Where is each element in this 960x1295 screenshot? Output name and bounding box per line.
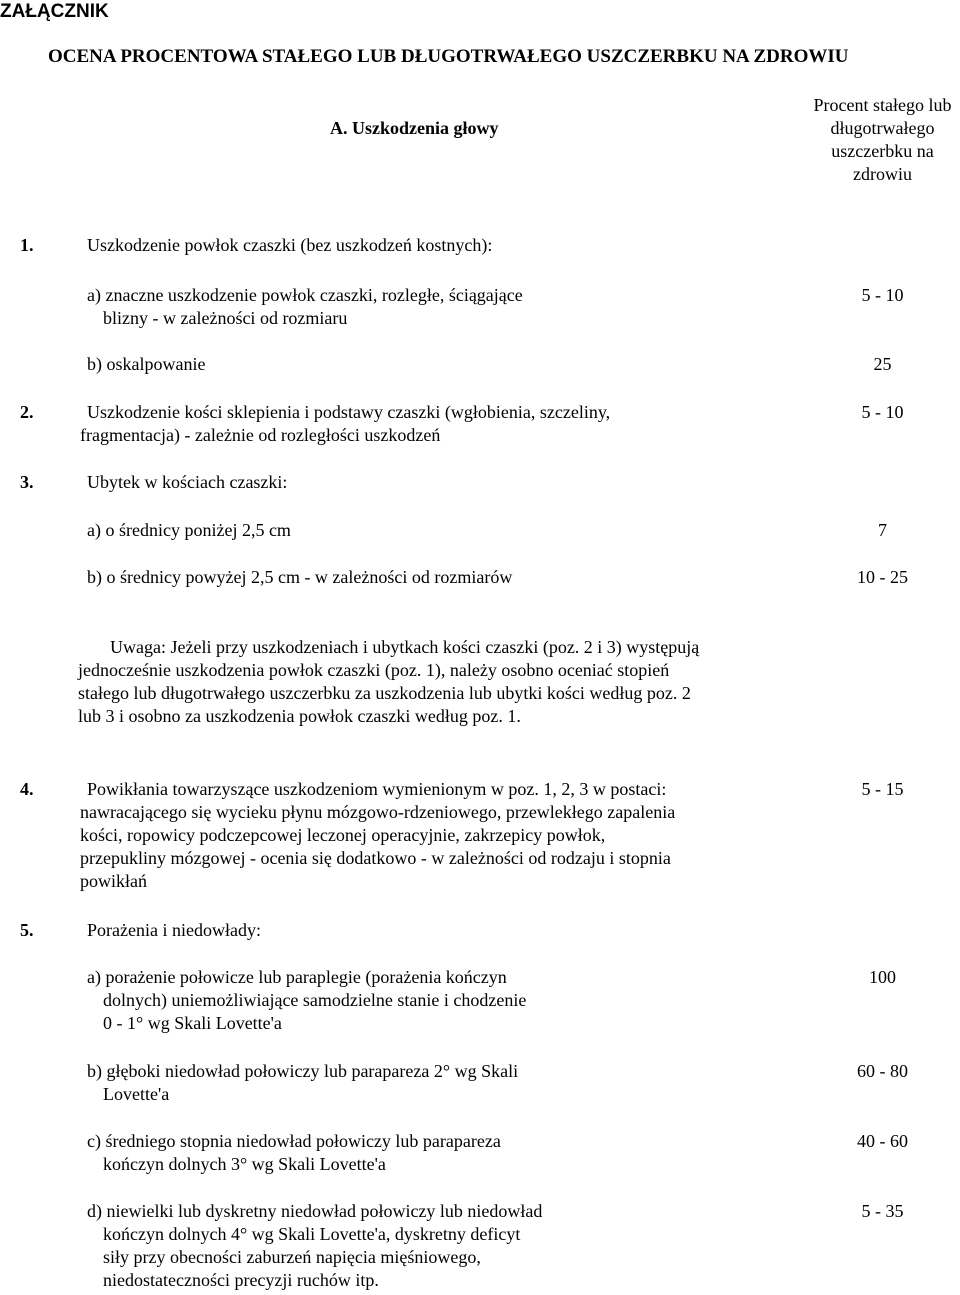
note	[78, 636, 699, 728]
percent-value: 60 - 80	[857, 1061, 908, 1081]
item-number: 5.	[20, 920, 34, 940]
subitem-line: dolnych) uniemożliwiające samodzielne stanie i chodzenie	[103, 990, 527, 1010]
subitem-text	[87, 966, 526, 1035]
column-header-line: długotrwałego	[830, 118, 935, 138]
section-title: A. Uszkodzenia głowy	[330, 118, 499, 138]
column-header-line: Procent stałego lub	[813, 95, 952, 115]
item-number: 3.	[20, 472, 34, 492]
item-number: 2.	[20, 402, 34, 422]
item-line: powikłań	[80, 871, 147, 891]
item-number: 4.	[20, 779, 34, 799]
item-line: Powikłania towarzyszące uszkodzeniom wymienionym w poz. 1, 2, 3 w postaci:	[87, 779, 667, 799]
subitem-text: a) o średnicy poniżej 2,5 cm	[87, 520, 291, 540]
percent-value: 100	[869, 967, 896, 987]
note-line: lub 3 i osobno za uszkodzenia powłok czaszki według poz. 1.	[78, 706, 521, 726]
subitem-line: kończyn dolnych 3° wg Skali Lovette'a	[103, 1154, 386, 1174]
percent-value: 40 - 60	[857, 1131, 908, 1151]
subitem-text: b) o średnicy powyżej 2,5 cm - w zależności od rozmiarów	[87, 567, 513, 587]
item-line: przepukliny mózgowej - ocenia się dodatkowo - w zależności od rodzaju i stopnia	[80, 848, 671, 868]
subitem-line: d) niewielki lub dyskretny niedowład połowiczy lub niedowład	[87, 1201, 543, 1221]
item-line: nawracającego się wycieku płynu mózgowo-rdzeniowego, przewlekłego zapalenia	[80, 802, 676, 822]
percent-value: 5 - 15	[861, 779, 904, 799]
column-header-line: uszczerbku na	[831, 141, 934, 161]
subitem-line: a) porażenie połowicze lub paraplegie (porażenia kończyn	[87, 967, 507, 987]
percent-column-header	[800, 94, 960, 186]
percent-value: 25	[873, 354, 892, 374]
percent-value: 10 - 25	[857, 567, 908, 587]
percent-value: 5 - 35	[861, 1201, 904, 1221]
item-line: kości, ropowicy podczepcowej leczonej operacyjnie, zakrzepicy powłok,	[80, 825, 606, 845]
percent-value: 7	[878, 520, 887, 540]
subitem-line: blizny - w zależności od rozmiaru	[103, 308, 348, 328]
subitem-line: b) głęboki niedowład połowiczy lub parapareza 2° wg Skali	[87, 1061, 519, 1081]
note-line: jednocześnie uszkodzenia powłok czaszki (poz. 1), należy osobno oceniać stopień	[78, 660, 670, 680]
percent-value: 5 - 10	[861, 285, 904, 305]
subitem-text	[87, 1200, 542, 1292]
subitem-text	[87, 284, 523, 330]
subitem-text	[87, 1060, 518, 1106]
subitem-line: Lovette'a	[103, 1084, 170, 1104]
subitem-text	[87, 1130, 501, 1176]
subitem-line: 0 - 1° wg Skali Lovette'a	[103, 1013, 282, 1033]
document-title: OCENA PROCENTOWA STAŁEGO LUB DŁUGOTRWAŁEGO USZCZERBKU NA ZDROWIU	[48, 46, 849, 67]
document-label: ZAŁĄCZNIK	[0, 1, 109, 22]
subitem-text: b) oskalpowanie	[87, 354, 206, 374]
item-line: Uszkodzenie kości sklepienia i podstawy czaszki (wgłobienia, szczeliny,	[87, 402, 611, 422]
note-line: Uwaga: Jeżeli przy uszkodzeniach i ubytkach kości czaszki (poz. 2 i 3) występują	[110, 637, 700, 657]
subitem-line: siły przy obecności zaburzeń napięcia mięśniowego,	[103, 1247, 481, 1267]
item-number: 1.	[20, 235, 34, 255]
item-text	[80, 401, 611, 447]
column-header-line: zdrowiu	[853, 164, 912, 184]
item-line: fragmentacja) - zależnie od rozległości uszkodzeń	[80, 425, 441, 445]
item-title: Ubytek w kościach czaszki:	[87, 472, 288, 492]
item-title: Porażenia i niedowłady:	[87, 920, 261, 940]
subitem-line: kończyn dolnych 4° wg Skali Lovette'a, dyskretny deficyt	[103, 1224, 521, 1244]
subitem-line: c) średniego stopnia niedowład połowiczy lub parapareza	[87, 1131, 501, 1151]
percent-value: 5 - 10	[861, 402, 904, 422]
subitem-line: niedostateczności precyzji ruchów itp.	[103, 1270, 379, 1290]
item-title: Uszkodzenie powłok czaszki (bez uszkodzeń kostnych):	[87, 235, 493, 255]
note-line: stałego lub długotrwałego uszczerbku za uszkodzenia lub ubytki kości według poz. 2	[78, 683, 691, 703]
subitem-line: a) znaczne uszkodzenie powłok czaszki, rozległe, ściągające	[87, 285, 523, 305]
item-text	[80, 778, 675, 893]
